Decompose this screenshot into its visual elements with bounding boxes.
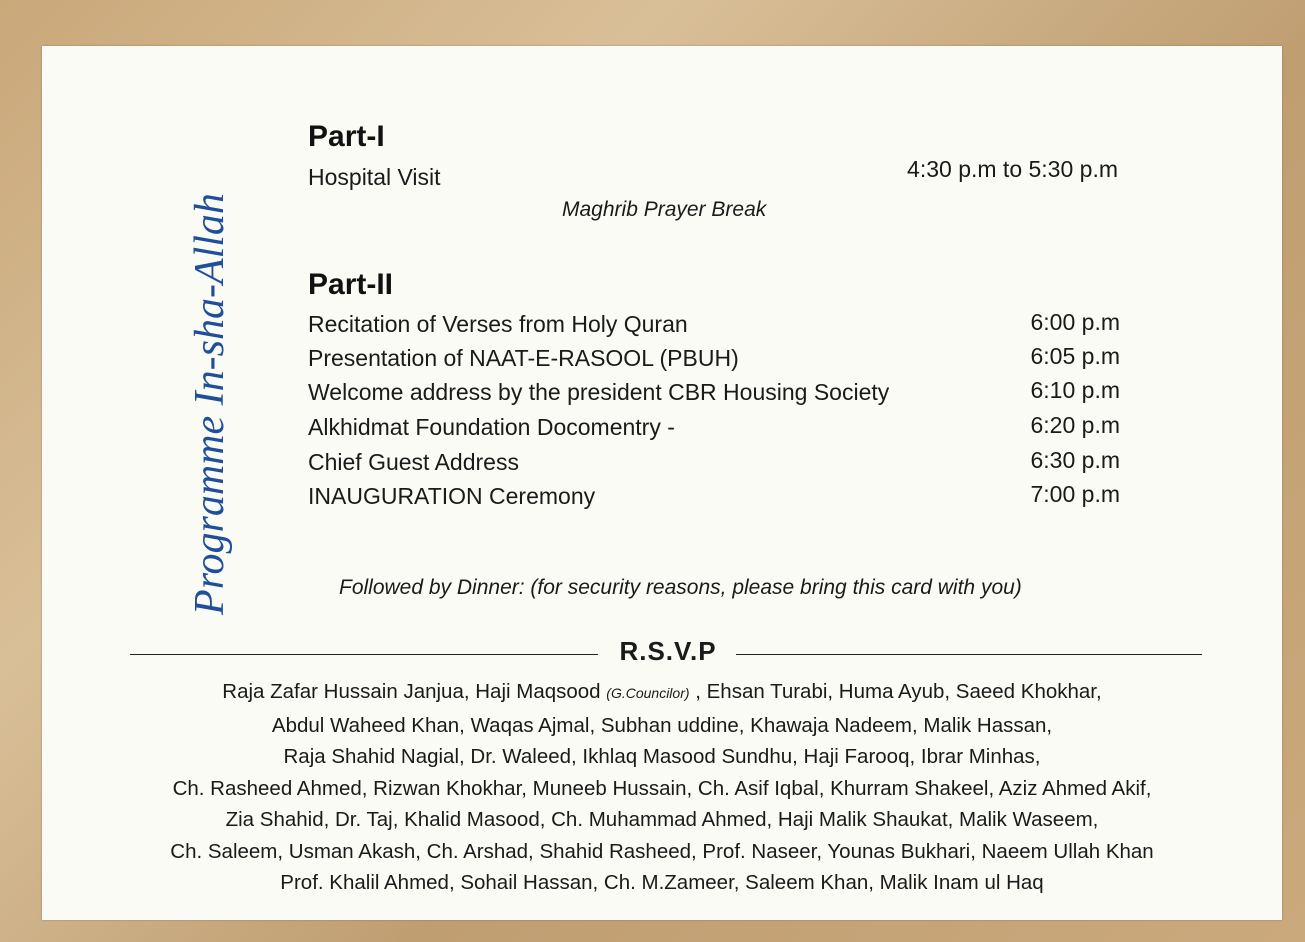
part-2-title: Part-II (308, 268, 394, 301)
schedule-item-time: 7:00 p.m (1030, 481, 1120, 507)
invitation-card (42, 46, 1282, 920)
part-1-title: Part-I (308, 120, 385, 153)
rsvp-name-line: Zia Shahid, Dr. Taj, Khalid Masood, Ch. Muhammad Ahmed, Haji Malik Shaukat, Malik Waseem, (225, 808, 1099, 831)
rsvp-title: R.S.V.P (619, 636, 717, 666)
rsvp-name-line: Abdul Waheed Khan, Waqas Ajmal, Subhan uddine, Khawaja Nadeem, Malik Hassan, (271, 713, 1053, 737)
rsvp-name-line: Raja Shahid Nagial, Dr. Waleed, Ikhlaq Masood Sundhu, Haji Farooq, Ibrar Minhas, (283, 745, 1041, 768)
schedule-item-label: Chief Guest Address (308, 449, 519, 475)
councilor-note: (G.Councilor) (606, 685, 690, 701)
rsvp-names (122, 676, 1202, 899)
schedule-item-label: INAUGURATION Ceremony (308, 483, 596, 509)
schedule-item-label: Presentation of NAAT-E-RASOOL (PBUH) (308, 345, 739, 371)
part-1-item: Hospital Visit (308, 164, 441, 190)
schedule-item-label: Recitation of Verses from Holy Quran (308, 311, 688, 337)
maghrib-break-note: Maghrib Prayer Break (562, 198, 767, 221)
schedule-item-label: Alkhidmat Foundation Docomentry - (308, 414, 675, 440)
dinner-note: Followed by Dinner: (for security reasons, please bring this card with you) (339, 576, 1022, 599)
schedule-item-time: 6:05 p.m (1030, 343, 1120, 369)
schedule-item-label: Welcome address by the president CBR Housing Society (308, 379, 890, 405)
schedule-item-time: 6:20 p.m (1030, 412, 1120, 438)
rsvp-name-line: Raja Zafar Hussain Janjua, Haji Maqsood (G.Councilor) , Ehsan Turabi, Huma Ayub, Saeed Khokhar, (222, 680, 1102, 703)
rsvp-divider-left (130, 654, 598, 655)
part-1-time: 4:30 p.m to 5:30 p.m (907, 156, 1118, 182)
rsvp-divider-right (736, 654, 1202, 655)
programme-side-title: Programme In-sha-Allah (187, 193, 233, 615)
rsvp-name-line: Ch. Rasheed Ahmed, Rizwan Khokhar, Muneeb Hussain, Ch. Asif Iqbal, Khurram Shakeel, Aziz Ahmed Akif, (172, 776, 1152, 800)
rsvp-name-line: Prof. Khalil Ahmed, Sohail Hassan, Ch. M.Zameer, Saleem Khan, Malik Inam ul Haq (280, 871, 1044, 894)
rsvp-name-line: Ch. Saleem, Usman Akash, Ch. Arshad, Shahid Rasheed, Prof. Naseer, Younas Bukhari, Naeem Ullah Khan (170, 839, 1154, 863)
schedule-item-time: 6:10 p.m (1030, 377, 1120, 403)
schedule-item-time: 6:30 p.m (1030, 447, 1120, 473)
schedule-item-time: 6:00 p.m (1030, 309, 1120, 335)
